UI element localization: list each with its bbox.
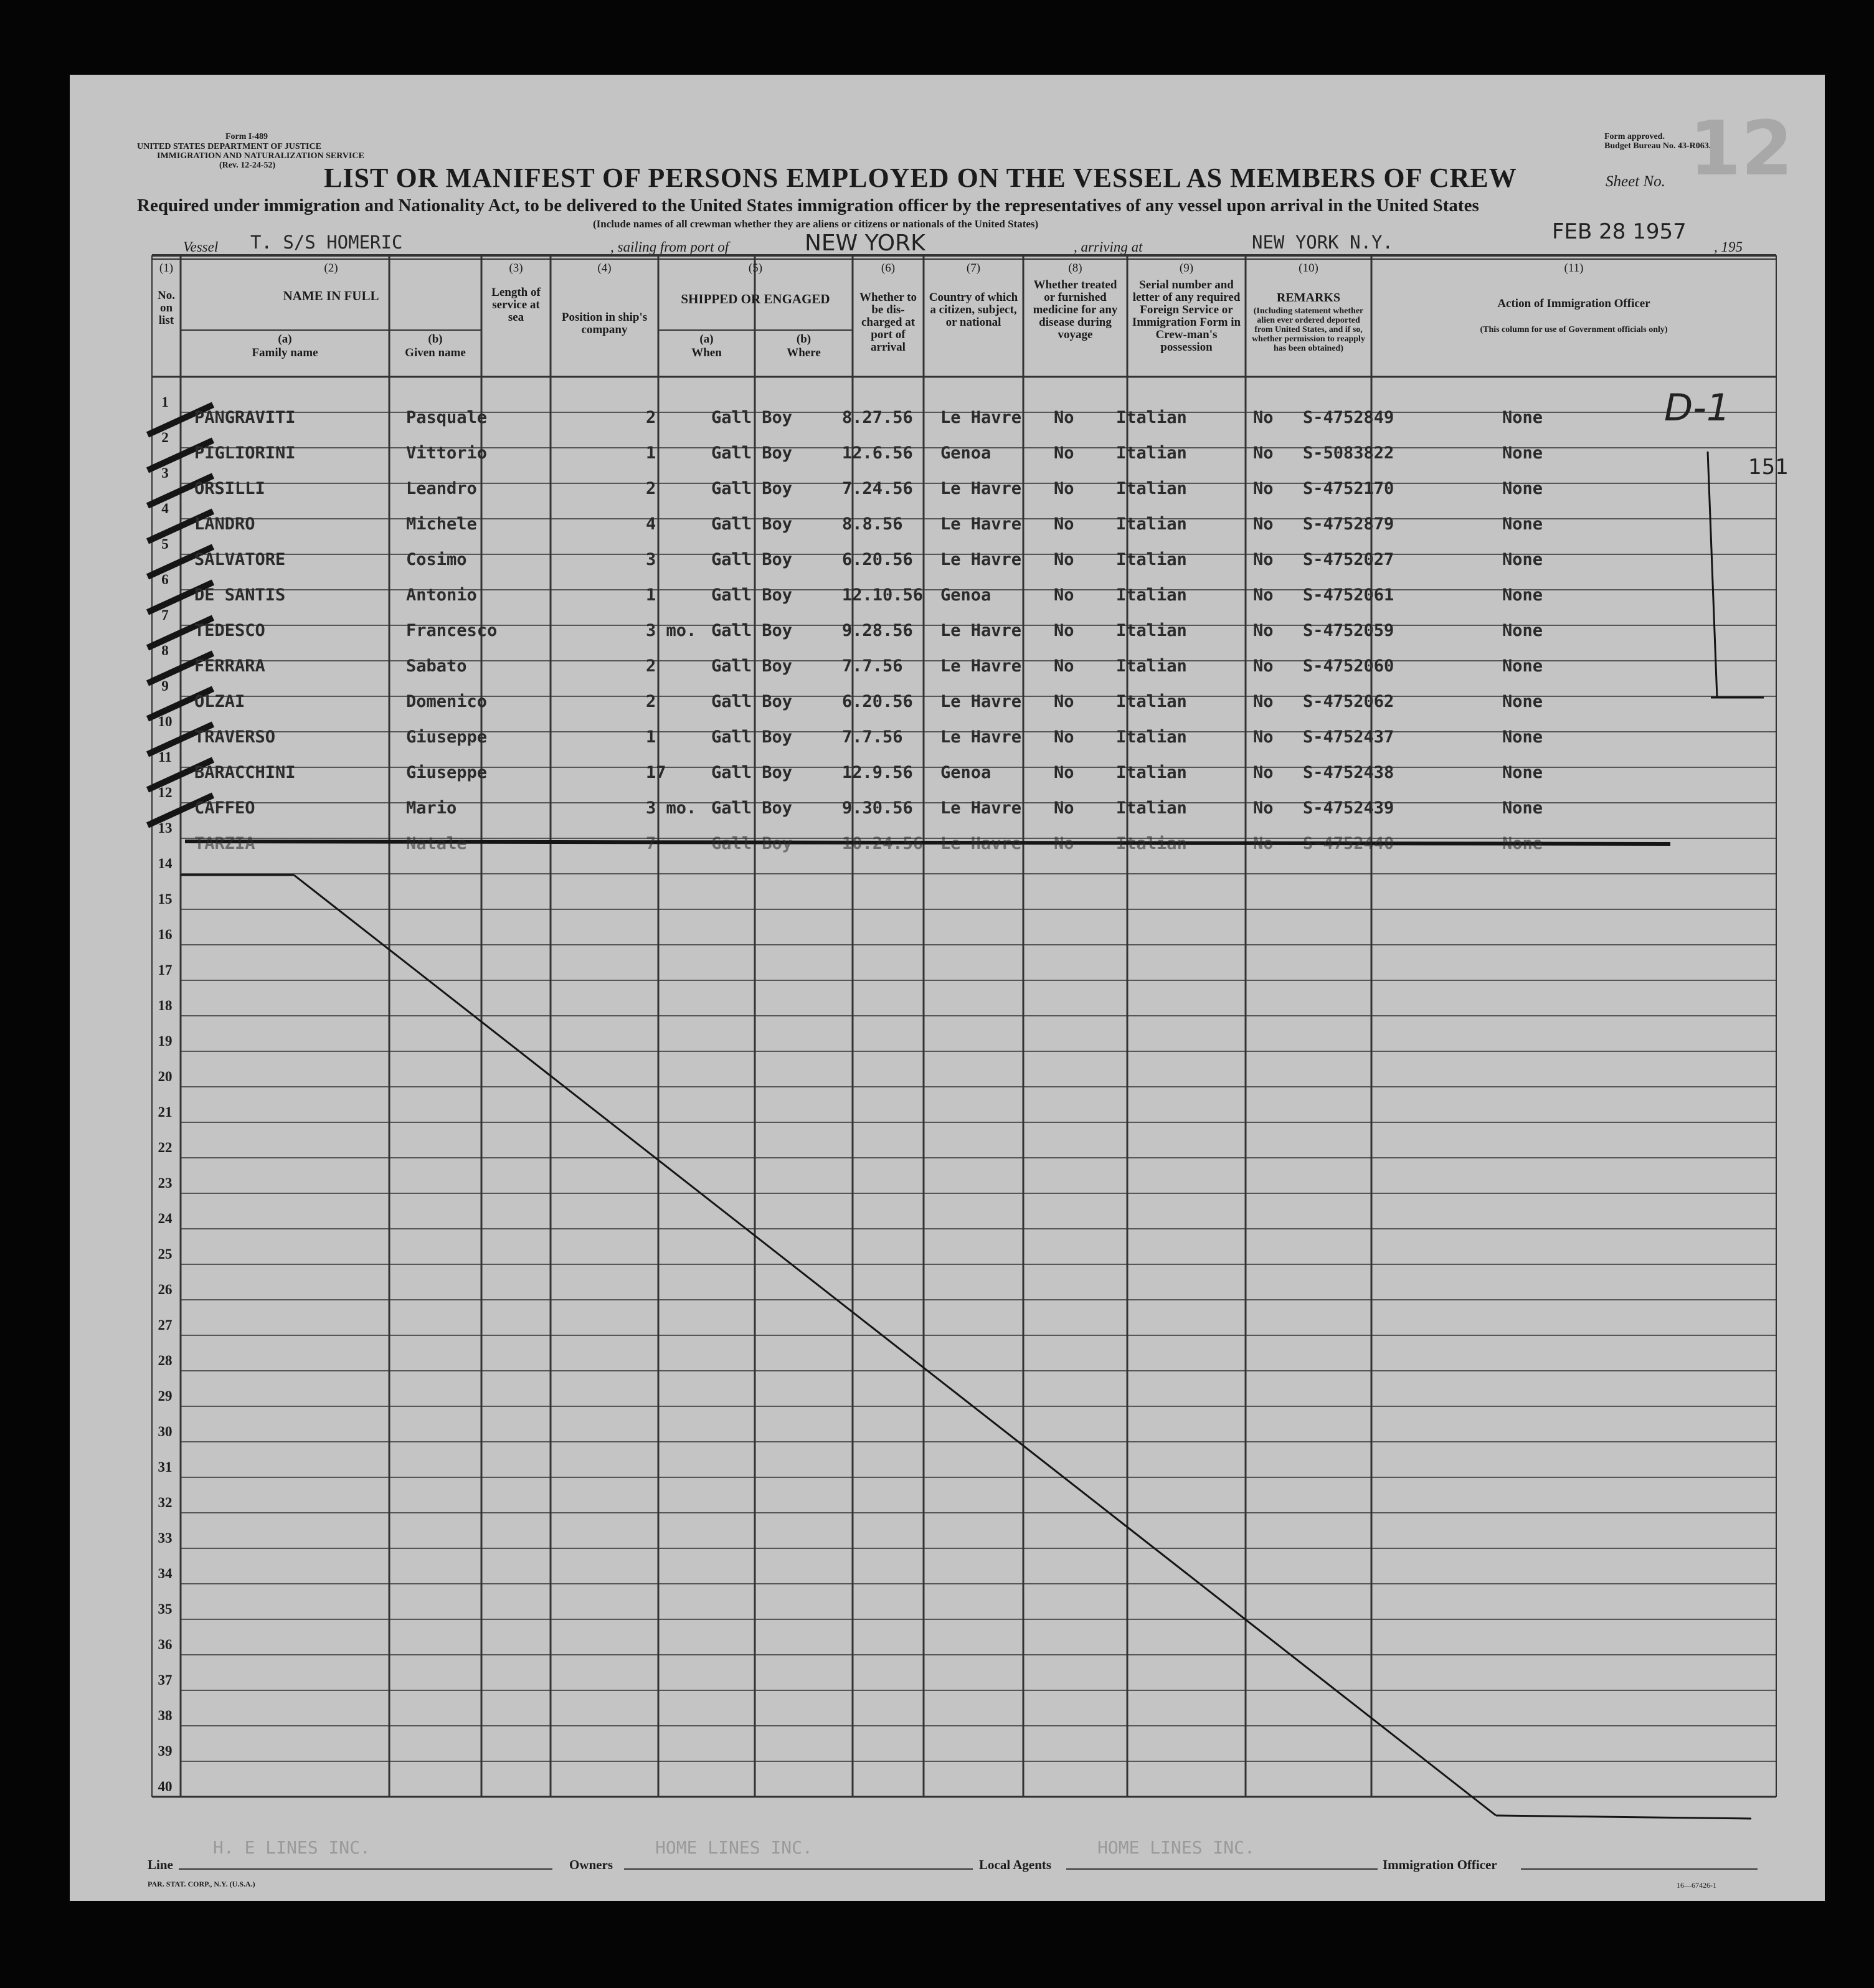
- discharged-cell: No: [1054, 834, 1074, 853]
- when-cell: 12.10.56: [842, 585, 924, 605]
- country-cell: Italian: [1116, 443, 1187, 463]
- row-number: 39: [158, 1743, 173, 1759]
- country-cell: Italian: [1116, 834, 1187, 853]
- country-cell: Italian: [1116, 656, 1187, 676]
- discharged-cell: No: [1054, 479, 1074, 498]
- country-cell: Italian: [1116, 798, 1187, 818]
- serial-cell: S-4752027: [1303, 550, 1394, 569]
- header-action: Action of Immigration Officer: [1497, 297, 1650, 310]
- given-name-cell: Vittorio: [406, 443, 488, 463]
- row-number: 10: [158, 714, 173, 729]
- remarks-cell: None: [1502, 692, 1543, 711]
- serial-cell: S-4752879: [1303, 514, 1394, 534]
- serial-cell: S-4752849: [1303, 408, 1394, 427]
- row-number: 4: [161, 501, 169, 516]
- length-cell: 7: [646, 834, 656, 853]
- medicine-cell: No: [1253, 656, 1274, 676]
- position-cell: Gall Boy: [711, 550, 793, 569]
- revision: (Rev. 12-24-52): [219, 161, 276, 170]
- row-number: 21: [158, 1104, 173, 1120]
- length-cell: 3 mo.: [646, 798, 697, 818]
- row-number: 2: [161, 430, 169, 445]
- when-cell: 10.24.56: [842, 834, 924, 853]
- page-title: LIST OR MANIFEST OF PERSONS EMPLOYED ON THE VESSEL AS MEMBERS OF CREW: [324, 163, 1517, 193]
- discharged-cell: No: [1054, 763, 1074, 782]
- arriving-label: , arriving at: [1074, 239, 1143, 255]
- position-cell: Gall Boy: [711, 408, 793, 427]
- given-name-cell: Mario: [406, 798, 457, 818]
- when-cell: 6.20.56: [842, 692, 913, 711]
- serial-cell: S-4752170: [1303, 479, 1394, 498]
- row-number: 14: [158, 856, 173, 871]
- country-cell: Italian: [1116, 692, 1187, 711]
- row-number: 13: [158, 820, 173, 836]
- medicine-cell: No: [1253, 443, 1274, 463]
- line-label: Line: [148, 1857, 173, 1872]
- position-cell: Gall Boy: [711, 834, 793, 853]
- form-number: Form I-489: [225, 132, 268, 141]
- given-name-cell: Leandro: [406, 479, 477, 498]
- when-cell: 6.20.56: [842, 550, 913, 569]
- header-remarks-note: (Including statement whether alien ever ordered deported from United States, and if so, whether permission to reapply has been obtained): [1252, 306, 1365, 353]
- owners-label: Owners: [569, 1857, 613, 1872]
- header-family-sub: (a): [278, 333, 292, 346]
- header-name-in-full: NAME IN FULL: [283, 288, 379, 303]
- officer-mark: D-1: [1664, 386, 1731, 430]
- country-cell: Italian: [1116, 585, 1187, 605]
- row-number: 30: [158, 1424, 173, 1439]
- approved-line2: Budget Bureau No. 43-R063.5.: [1604, 141, 1718, 151]
- sailing-label: , sailing from port of: [610, 239, 729, 255]
- remarks-cell: None: [1502, 656, 1543, 676]
- year-suffix: , 195: [1714, 239, 1743, 255]
- header-where: Where: [787, 346, 821, 359]
- remarks-cell: None: [1502, 621, 1543, 640]
- agents-value: HOME LINES INC.: [1097, 1837, 1255, 1858]
- row-number: 6: [161, 572, 169, 587]
- when-cell: 8.27.56: [842, 408, 913, 427]
- column-number: (7): [966, 262, 981, 275]
- agency-line2: IMMIGRATION AND NATURALIZATION SERVICE: [157, 151, 364, 161]
- sailing-port: NEW YORK: [805, 230, 925, 256]
- owners-underline: [624, 1868, 973, 1870]
- length-cell: 2: [646, 656, 656, 676]
- page-subtitle: Required under immigration and Nationality Act, to be delivered to the United States immigration officer by the representatives of any vessel upon arrival in the United States: [137, 196, 1479, 215]
- medicine-cell: No: [1253, 798, 1274, 818]
- medicine-cell: No: [1253, 408, 1274, 427]
- medicine-cell: No: [1253, 692, 1274, 711]
- header-where-sub: (b): [796, 333, 812, 346]
- vessel-value: T. S/S HOMERIC: [250, 232, 403, 253]
- where-cell: Le Havre: [940, 727, 1022, 747]
- length-cell: 17: [646, 763, 666, 782]
- row-number: 26: [158, 1282, 173, 1297]
- header-country: Country of which a citizen, subject, or national: [929, 291, 1018, 329]
- header-no-on-list: No. on list: [158, 289, 175, 327]
- row-number: 8: [161, 643, 169, 658]
- when-cell: 9.28.56: [842, 621, 913, 640]
- agents-underline: [1066, 1868, 1378, 1870]
- header-when: When: [691, 346, 722, 359]
- row-number: 31: [158, 1459, 173, 1475]
- row-number: 7: [161, 607, 169, 623]
- header-family-name: Family name: [252, 346, 318, 359]
- discharged-cell: No: [1054, 585, 1074, 605]
- serial-cell: S-4752438: [1303, 763, 1394, 782]
- column-number: (3): [509, 262, 523, 275]
- count-annotation: 151: [1748, 455, 1789, 480]
- position-cell: Gall Boy: [711, 621, 793, 640]
- when-cell: 9.30.56: [842, 798, 913, 818]
- length-cell: 1: [646, 443, 656, 463]
- sheet-number: 12: [1689, 106, 1793, 192]
- header-length: Length of service at sea: [491, 286, 541, 324]
- row-number: 28: [158, 1353, 173, 1368]
- given-name-cell: Francesco: [406, 621, 498, 640]
- when-cell: 8.8.56: [842, 514, 903, 534]
- column-number: (11): [1564, 262, 1584, 275]
- row-number: 5: [161, 536, 169, 552]
- when-cell: 12.6.56: [842, 443, 913, 463]
- arriving-port: NEW YORK N.Y.: [1252, 232, 1393, 253]
- row-number: 37: [158, 1672, 173, 1688]
- where-cell: Le Havre: [940, 656, 1022, 676]
- remarks-cell: None: [1502, 585, 1543, 605]
- row-number: 12: [158, 785, 173, 800]
- where-cell: Le Havre: [940, 550, 1022, 569]
- family-name-cell: PIGLIORINI: [194, 443, 296, 463]
- z-line-bottom: [1496, 1815, 1751, 1819]
- row-number: 15: [158, 891, 173, 907]
- given-name-cell: Sabato: [406, 656, 467, 676]
- position-cell: Gall Boy: [711, 763, 793, 782]
- given-name-cell: Pasquale: [406, 408, 488, 427]
- serial-cell: S-4752062: [1303, 692, 1394, 711]
- row-number: 1: [161, 394, 169, 410]
- agents-label: Local Agents: [979, 1857, 1052, 1872]
- agency-line1: UNITED STATES DEPARTMENT OF JUSTICE: [137, 142, 321, 151]
- position-cell: Gall Boy: [711, 443, 793, 463]
- header-medicine: Whether treated or furnished medicine for any disease during voyage: [1033, 278, 1118, 341]
- serial-cell: S-4752061: [1303, 585, 1394, 605]
- given-name-cell: Michele: [406, 514, 477, 534]
- row-number: 27: [158, 1317, 173, 1333]
- row-number: 19: [158, 1033, 173, 1049]
- given-name-cell: Cosimo: [406, 550, 467, 569]
- officer-label: Immigration Officer: [1383, 1857, 1497, 1872]
- country-cell: Italian: [1116, 514, 1187, 534]
- column-number: (2): [324, 262, 338, 275]
- column-number: (6): [881, 262, 896, 275]
- position-cell: Gall Boy: [711, 727, 793, 747]
- given-name-cell: Domenico: [406, 692, 488, 711]
- row-number: 11: [158, 749, 172, 765]
- length-cell: 3: [646, 550, 656, 569]
- row-number: 34: [158, 1566, 173, 1581]
- remarks-cell: None: [1502, 834, 1543, 853]
- length-cell: 3 mo.: [646, 621, 697, 640]
- medicine-cell: No: [1253, 727, 1274, 747]
- family-name-cell: PANGRAVITI: [194, 408, 296, 427]
- remarks-cell: None: [1502, 514, 1543, 534]
- serial-cell: S-4752060: [1303, 656, 1394, 676]
- remarks-cell: None: [1502, 763, 1543, 782]
- column-number: (4): [597, 262, 612, 275]
- print-code: 16—67426-1: [1677, 1881, 1716, 1890]
- column-number: (8): [1068, 262, 1082, 275]
- family-name-cell: TRAVERSO: [194, 727, 276, 747]
- where-cell: Genoa: [940, 443, 991, 463]
- medicine-cell: No: [1253, 514, 1274, 534]
- column-number: (5): [748, 262, 763, 275]
- where-cell: Le Havre: [940, 798, 1022, 818]
- header-action-note: (This column for use of Government officials only): [1480, 325, 1668, 334]
- row-number: 32: [158, 1495, 173, 1510]
- medicine-cell: No: [1253, 585, 1274, 605]
- discharged-cell: No: [1054, 408, 1074, 427]
- discharged-cell: No: [1054, 514, 1074, 534]
- when-cell: 7.24.56: [842, 479, 913, 498]
- medicine-cell: No: [1253, 550, 1274, 569]
- row-number: 38: [158, 1708, 173, 1723]
- serial-cell: S-4752437: [1303, 727, 1394, 747]
- header-discharged: Whether to be dis-charged at port of arrival: [859, 291, 917, 354]
- country-cell: Italian: [1116, 763, 1187, 782]
- country-cell: Italian: [1116, 727, 1187, 747]
- medicine-cell: No: [1253, 479, 1274, 498]
- printer: PAR. STAT. CORP., N.Y. (U.S.A.): [148, 1880, 255, 1888]
- when-cell: 12.9.56: [842, 763, 913, 782]
- medicine-cell: No: [1253, 834, 1274, 853]
- medicine-cell: No: [1253, 621, 1274, 640]
- position-cell: Gall Boy: [711, 656, 793, 676]
- row-number: 9: [161, 678, 169, 694]
- row-number: 18: [158, 998, 173, 1013]
- family-name-cell: FERRARA: [194, 656, 265, 676]
- column-number: (10): [1299, 262, 1318, 275]
- row-number: 22: [158, 1140, 173, 1155]
- column-number: (9): [1179, 262, 1194, 275]
- header-shipped: SHIPPED OR ENGAGED: [681, 291, 830, 306]
- header-serial: Serial number and letter of any required Foreign Service or Immigration Form in Crew-man's possession: [1132, 278, 1241, 354]
- family-name-cell: TARZIA: [194, 834, 255, 853]
- length-cell: 2: [646, 479, 656, 498]
- where-cell: Le Havre: [940, 479, 1022, 498]
- approved-line1: Form approved.: [1604, 132, 1665, 141]
- header-given-sub: (b): [428, 333, 443, 346]
- serial-cell: S-5083822: [1303, 443, 1394, 463]
- length-cell: 1: [646, 585, 656, 605]
- row-number: 33: [158, 1530, 173, 1546]
- row-number: 35: [158, 1601, 173, 1617]
- officer-underline: [1521, 1868, 1758, 1870]
- where-cell: Le Havre: [940, 834, 1022, 853]
- family-name-cell: DE SANTIS: [194, 585, 286, 605]
- position-cell: Gall Boy: [711, 479, 793, 498]
- row-number: 29: [158, 1388, 173, 1404]
- when-cell: 7.7.56: [842, 656, 903, 676]
- instruction: (Include names of all crewman whether they are aliens or citizens or nationals of the United States): [593, 218, 1039, 230]
- remarks-cell: None: [1502, 443, 1543, 463]
- given-name-cell: Antonio: [406, 585, 477, 605]
- when-cell: 7.7.56: [842, 727, 903, 747]
- family-name-cell: BARACCHINI: [194, 763, 296, 782]
- position-cell: Gall Boy: [711, 585, 793, 605]
- family-name-cell: LANDRO: [194, 514, 255, 534]
- remarks-cell: None: [1502, 408, 1543, 427]
- where-cell: Le Havre: [940, 621, 1022, 640]
- row-number: 25: [158, 1246, 173, 1262]
- length-cell: 2: [646, 408, 656, 427]
- remarks-cell: None: [1502, 798, 1543, 818]
- where-cell: Le Havre: [940, 692, 1022, 711]
- position-cell: Gall Boy: [711, 798, 793, 818]
- row-number: 3: [161, 465, 169, 481]
- medicine-cell: No: [1253, 763, 1274, 782]
- serial-cell: S-4752059: [1303, 621, 1394, 640]
- serial-cell: S-4752440: [1303, 834, 1394, 853]
- row-number: 36: [158, 1637, 173, 1652]
- header-position: Position in ship's company: [561, 311, 648, 336]
- discharged-cell: No: [1054, 621, 1074, 640]
- remarks-cell: None: [1502, 479, 1543, 498]
- family-name-cell: OLZAI: [194, 692, 245, 711]
- sheet-label: Sheet No.: [1606, 173, 1665, 190]
- country-cell: Italian: [1116, 479, 1187, 498]
- line-value: H. E LINES INC.: [213, 1837, 371, 1858]
- discharged-cell: No: [1054, 727, 1074, 747]
- country-cell: Italian: [1116, 621, 1187, 640]
- length-cell: 2: [646, 692, 656, 711]
- family-name-cell: SALVATORE: [194, 550, 286, 569]
- discharged-cell: No: [1054, 443, 1074, 463]
- remarks-cell: None: [1502, 727, 1543, 747]
- row-number: 16: [158, 927, 173, 942]
- given-name-cell: Giuseppe: [406, 763, 488, 782]
- vessel-label: Vessel: [183, 239, 219, 255]
- discharged-cell: No: [1054, 798, 1074, 818]
- header-remarks: REMARKS: [1276, 291, 1341, 305]
- header-given-name: Given name: [405, 346, 466, 359]
- length-cell: 4: [646, 514, 656, 534]
- where-cell: Le Havre: [940, 514, 1022, 534]
- row-number: 20: [158, 1069, 173, 1084]
- given-name-cell: Giuseppe: [406, 727, 488, 747]
- row-number: 23: [158, 1175, 173, 1191]
- length-cell: 1: [646, 727, 656, 747]
- voyage-date: FEB 28 1957: [1552, 219, 1687, 244]
- row-number: 40: [158, 1779, 173, 1794]
- row-number: 17: [158, 962, 173, 978]
- family-name-cell: CAFFEO: [194, 798, 255, 818]
- country-cell: Italian: [1116, 550, 1187, 569]
- discharged-cell: No: [1054, 656, 1074, 676]
- header-when-sub: (a): [699, 333, 714, 346]
- serial-cell: S-4752439: [1303, 798, 1394, 818]
- given-name-cell: Natale: [406, 834, 467, 853]
- where-cell: Genoa: [940, 585, 991, 605]
- family-name-cell: TEDESCO: [194, 621, 265, 640]
- manifest-sheet: [70, 75, 1825, 1901]
- row-number: 24: [158, 1211, 173, 1226]
- discharged-cell: No: [1054, 692, 1074, 711]
- owners-value: HOME LINES INC.: [655, 1837, 813, 1858]
- where-cell: Genoa: [940, 763, 991, 782]
- line-underline: [179, 1868, 552, 1870]
- remarks-cell: None: [1502, 550, 1543, 569]
- position-cell: Gall Boy: [711, 514, 793, 534]
- column-number: (1): [159, 262, 174, 275]
- family-name-cell: ORSILLI: [194, 479, 265, 498]
- where-cell: Le Havre: [940, 408, 1022, 427]
- country-cell: Italian: [1116, 408, 1187, 427]
- discharged-cell: No: [1054, 550, 1074, 569]
- position-cell: Gall Boy: [711, 692, 793, 711]
